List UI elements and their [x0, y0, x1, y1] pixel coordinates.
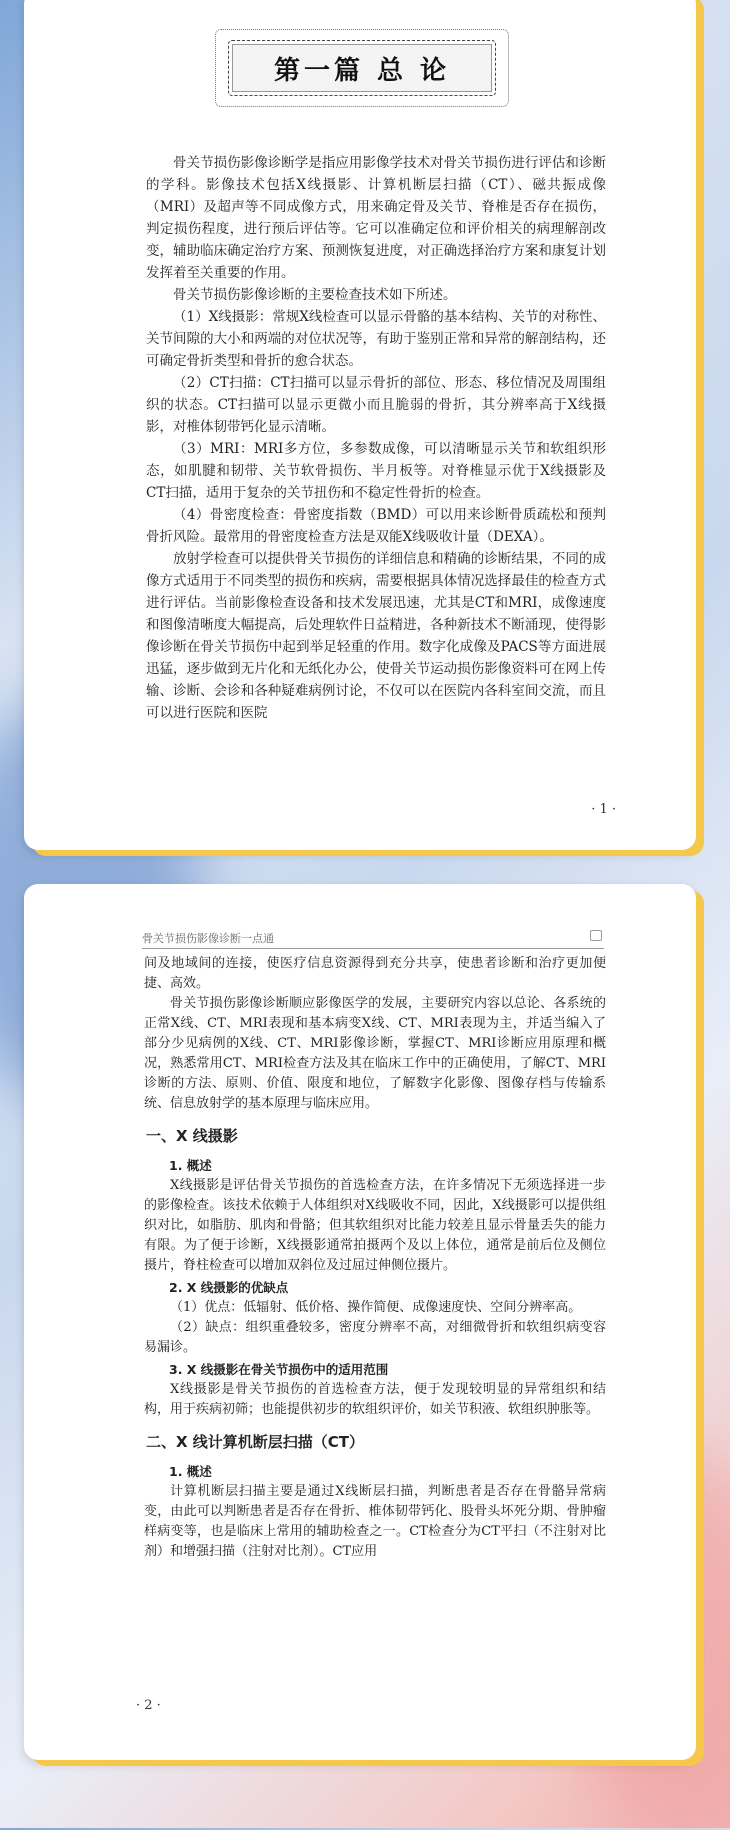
sub-heading: 1. 概述 — [169, 1464, 212, 1479]
running-head — [142, 930, 604, 949]
paragraph: 骨关节损伤影像诊断顺应影像医学的发展，主要研究内容以总论、各系统的正常X线、CT、MRI表现和基本病变X线、CT、MRI表现为主，并适当编入了部分少见病例的X线、CT、MRI影像诊断，掌握CT、MRI诊断应用原理和概况，熟悉常用CT、MRI检查方法及其在临床工作中的正确使用，了解CT、MRI诊断的方法、原则、价值、限度和地位，了解数字化影像、图像存档与传输系统、信息放射学的基本原理与临床应用。 — [144, 996, 606, 1111]
book-page-1 — [24, 0, 696, 850]
page-number: · 2 · — [136, 1698, 161, 1713]
paragraph: （2）缺点：组织重叠较多，密度分辨率不高，对细微骨折和软组织病变容易漏诊。 — [144, 1320, 606, 1355]
paragraph: （3）MRI：MRI多方位，多参数成像，可以清晰显示关节和软组织形态，如肌腱和韧带、关节软骨损伤、半月板等。对脊椎显示优于X线摄影及CT扫描，适用于复杂的关节扭伤和不稳定性骨折的检查。 — [146, 441, 606, 501]
paragraph: （2）CT扫描：CT扫描可以显示骨折的部位、形态、移位情况及周围组织的状态。CT扫描可以显示更微小而且脆弱的骨折，其分辨率高于X线摄影，对椎体韧带钙化显示清晰。 — [146, 375, 606, 435]
paragraph: X线摄影是评估骨关节损伤的首选检查方法，在许多情况下无须选择进一步的影像检查。该技术依赖于人体组织对X线吸收不同，因此，X线摄影可以提供组织对比，如脂肪、肌肉和骨骼；但其软组织对比能力较差且显示骨量丢失的能力有限。为了便于诊断，X线摄影通常拍摄两个及以上体位，通常是前后位及侧位摄片，脊柱检查可以增加双斜位及过屈过伸侧位摄片。 — [144, 1178, 606, 1273]
running-head-title: 骨关节损伤影像诊断一点通 — [142, 932, 274, 945]
chapter-title-box — [228, 40, 496, 96]
page-number: · 1 · — [591, 802, 616, 817]
section-heading: 一、X 线摄影 — [146, 1127, 238, 1145]
page1-body — [146, 152, 606, 724]
sub-heading: 3. X 线摄影在骨关节损伤中的适用范围 — [169, 1362, 389, 1377]
section-heading: 二、X 线计算机断层扫描（CT） — [146, 1433, 365, 1451]
chapter-title: 第一篇 总 论 — [273, 55, 451, 86]
sub-heading: 2. X 线摄影的优缺点 — [169, 1280, 289, 1295]
paragraph: X线摄影是骨关节损伤的首选检查方法，便于发现较明显的异常组织和结构，用于疾病初筛；也能提供初步的软组织评价，如关节积液、软组织肿胀等。 — [144, 1382, 606, 1417]
paragraph: 计算机断层扫描主要是通过X线断层扫描，判断患者是否存在骨骼异常病变，由此可以判断患者是否存在骨折、椎体韧带钙化、股骨头坏死分期、骨肿瘤样病变等，也是临床上常用的辅助检查之一。CT检查分为CT平扫（不注射对比剂）和增强扫描（注射对比剂）。CT应用 — [144, 1484, 606, 1559]
page2-body — [144, 954, 606, 1562]
paragraph: 骨关节损伤影像诊断学是指应用影像学技术对骨关节损伤进行评估和诊断的学科。影像技术包括X线摄影、计算机断层扫描（CT）、磁共振成像（MRI）及超声等不同成像方式，用来确定骨及关节、脊椎是否存在损伤，判定损伤程度，进行预后评估等。它可以准确定位和评价相关的病理解剖改变，辅助临床确定治疗方案、预测恢复进度，对正确选择治疗方案和康复计划发挥着至关重要的作用。 — [146, 155, 606, 281]
sub-heading: 1. 概述 — [169, 1158, 212, 1173]
paragraph: （1）优点：低辐射、低价格、操作简便、成像速度快、空间分辨率高。 — [170, 1300, 582, 1315]
paragraph: （1）X线摄影：常规X线检查可以显示骨骼的基本结构、关节的对称性、关节间隙的大小和两端的对位状况等，有助于鉴别正常和异常的解剖结构，还可确定骨折类型和骨折的愈合状态。 — [146, 309, 606, 369]
book-page-2 — [24, 884, 696, 1760]
paragraph: 放射学检查可以提供骨关节损伤的详细信息和精确的诊断结果，不同的成像方式适用于不同类型的损伤和疾病，需要根据具体情况选择最佳的检查方式进行评估。当前影像检查设备和技术发展迅速，尤其是CT和MRI，成像速度和图像清晰度大幅提高，后处理软件日益精进，各种新技术不断涌现，使得影像诊断在骨关节损伤中起到举足轻重的作用。数字化成像及PACS等方面进展迅猛，逐步做到无片化和无纸化办公，使骨关节运动损伤影像资料可在网上传输、诊断、会诊和各种疑难病例讨论，不仅可以在医院内各科室间交流，而且可以进行医院和医院 — [146, 551, 606, 721]
paragraph: （4）骨密度检查：骨密度指数（BMD）可以用来诊断骨质疏松和预判骨折风险。最常用的骨密度检查方法是双能X线吸收计量（DEXA）。 — [146, 507, 606, 545]
paragraph: 骨关节损伤影像诊断的主要检查技术如下所述。 — [173, 287, 457, 303]
paragraph: 间及地域间的连接，使医疗信息资源得到充分共享，使患者诊断和治疗更加便捷、高效。 — [144, 956, 606, 991]
book-icon — [590, 930, 602, 941]
